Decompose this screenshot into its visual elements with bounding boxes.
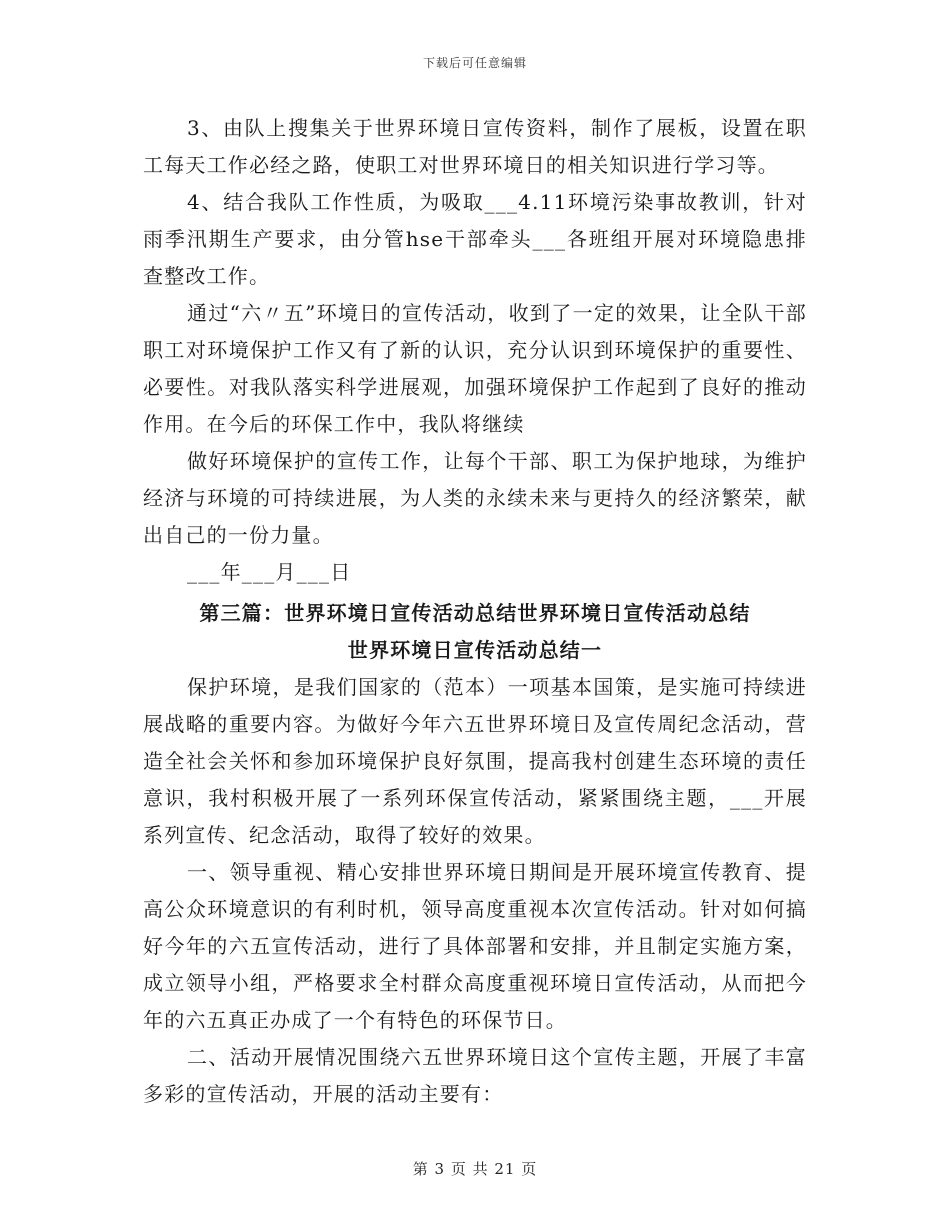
paragraph-item-3: 3、由队上搜集关于世界环境日宣传资料，制作了展板，设置在职工每天工作必经之路，使职工对世界环境日的相关知识进行学习等。 (143, 116, 807, 177)
paragraph-intro: 保护环境，是我们国家的（范本）一项基本国策，是实施可持续进展战略的重要内容。为做好今年六五世界环境日及宣传周纪念活动，营造全社会关怀和参加环境保护良好氛围，提高我村创建生态环境的责任意识，我村积极开展了一系列环保宣传活动，紧紧围绕主题，___开展系列宣传、纪念活动，取得了较好的效果。 (143, 675, 807, 847)
paragraph-continuation: 做好环境保护的宣传工作，让每个干部、职工为保护地球，为维护经济与环境的可持续进展，为人类的永续未来与更持久的经济繁荣，献出自己的一份力量。 (143, 449, 807, 547)
paragraph-item-4: 4、结合我队工作性质，为吸取___4.11环境污染事故教训，针对雨季汛期生产要求，由分管hse干部牵头___各班组开展对环境隐患排查整改工作。 (143, 190, 807, 288)
paragraph-leadership: 一、领导重视、精心安排世界环境日期间是开展环境宣传教育、提高公众环境意识的有利时机，领导高度重视本次宣传活动。针对如何搞好今年的六五宣传活动，进行了具体部署和安排，并且制定实施方案，成立领导小组，严格要求全村群众高度重视环境日宣传活动，从而把今年的六五真正办成了一个有特色的环保节日。 (143, 860, 807, 1032)
page-header-note: 下载后可任意编辑 (422, 56, 527, 70)
document-body (143, 110, 807, 1113)
section-subheading: 世界环境日宣传活动总结一 (347, 638, 603, 662)
paragraph-summary: 通过“六〃五”环境日的宣传活动，收到了一定的效果，让全队干部职工对环境保护工作又有了新的认识，充分认识到环境保护的重要性、必要性。对我队落实科学进展观，加强环境保护工作起到了良好的推动作用。在今后的环保工作中，我队将继续 (143, 301, 807, 436)
paragraph-activities: 二、活动开展情况围绕六五世界环境日这个宣传主题，开展了丰富多彩的宣传活动，开展的活动主要有： (143, 1045, 807, 1106)
page-number: 第 3 页 共 21 页 (412, 1160, 538, 1178)
section-heading: 第三篇：世界环境日宣传活动总结世界环境日宣传活动总结 (199, 601, 751, 625)
date-line: ___年___月___日 (187, 560, 352, 584)
